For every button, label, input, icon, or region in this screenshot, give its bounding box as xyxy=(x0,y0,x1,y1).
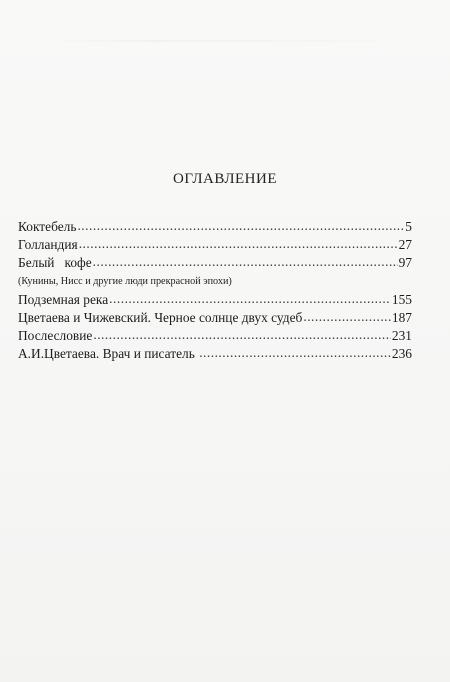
toc-entry xyxy=(18,236,412,254)
toc-entry xyxy=(18,309,412,327)
toc-entry-page: 97 xyxy=(398,255,412,270)
dot-leader xyxy=(93,253,398,271)
toc-heading: ОГЛАВЛЕНИЕ xyxy=(173,171,277,187)
toc-entry-page: 231 xyxy=(391,328,412,343)
toc-entry xyxy=(18,291,412,309)
toc-entry-page: 155 xyxy=(391,292,412,307)
toc-entry-page: 236 xyxy=(391,346,412,361)
toc-entry-page: 187 xyxy=(391,310,412,325)
dot-leader xyxy=(77,217,404,235)
toc-entry-page: 27 xyxy=(398,237,412,252)
toc-entry-subtitle: (Кунины, Нисс и другие люди прекрасной эпохи) xyxy=(18,276,232,287)
toc-entry-title: Послесловие xyxy=(18,328,93,343)
toc-entry xyxy=(18,345,412,363)
table-of-contents xyxy=(18,218,412,363)
dot-leader xyxy=(199,344,391,362)
bleed-through-mark xyxy=(40,40,410,42)
toc-entry-title: Белый кофе xyxy=(18,255,92,270)
toc-entry-title: Голландия xyxy=(18,237,78,252)
toc-entry xyxy=(18,218,412,236)
dot-leader xyxy=(79,235,398,253)
toc-entry-page: 5 xyxy=(405,219,412,234)
dot-leader xyxy=(93,326,391,344)
toc-entry-title: Коктебель xyxy=(18,219,77,234)
dot-leader xyxy=(109,290,391,308)
toc-entry-title: Цветаева и Чижевский. Черное солнце двух судеб xyxy=(18,310,303,325)
toc-entry-title: Подземная река xyxy=(18,292,109,307)
toc-entry-title: А.И.Цветаева. Врач и писатель xyxy=(18,346,199,361)
dot-leader xyxy=(303,308,391,326)
toc-entry xyxy=(18,254,412,272)
toc-entry xyxy=(18,327,412,345)
